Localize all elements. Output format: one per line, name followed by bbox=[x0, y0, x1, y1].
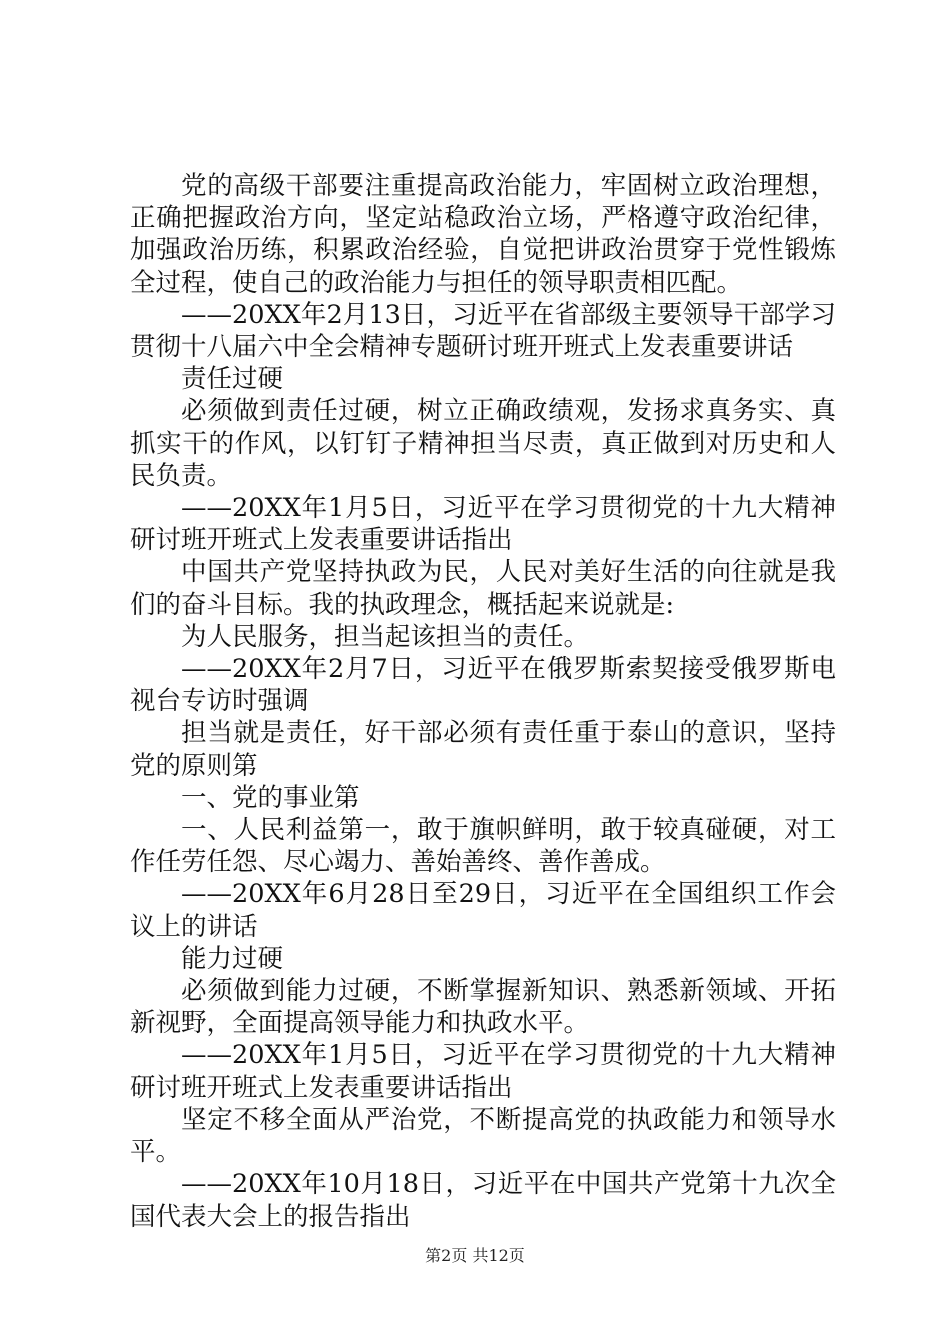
paragraph: 党的高级干部要注重提高政治能力，牢固树立政治理想，正确把握政治方向，坚定站稳政治立场，严格遵守政治纪律，加强政治历练，积累政治经验，自觉把讲政治贯穿于党性锻炼全过程，使自己的政治能力与担任的领导职责相匹配。 bbox=[130, 171, 836, 298]
paragraph: 坚定不移全面从严治党，不断提高党的执政能力和领导水平。 bbox=[130, 1104, 836, 1168]
paragraph: ——20XX年2月7日，习近平在俄罗斯索契接受俄罗斯电视台专访时强调 bbox=[130, 654, 836, 717]
paragraph: 必须做到能力过硬，不断掌握新知识、熟悉新领域、开拓新视野，全面提高领导能力和执政水平。 bbox=[130, 976, 836, 1039]
paragraph: 中国共产党坚持执政为民，人民对美好生活的向往就是我们的奋斗目标。我的执政理念，概括起来说就是: bbox=[130, 557, 836, 620]
section-heading: 责任过硬 bbox=[181, 364, 284, 395]
document-body bbox=[130, 170, 836, 1233]
section-heading: 能力过硬 bbox=[181, 943, 284, 974]
paragraph: 为人民服务，担当起该担当的责任。 bbox=[181, 621, 590, 652]
paragraph: ——20XX年6月28日至29日，习近平在全国组织工作会议上的讲话 bbox=[130, 879, 836, 942]
paragraph: 必须做到责任过硬，树立正确政绩观，发扬求真务实、真抓实干的作风，以钉钉子精神担当尽责，真正做到对历史和人民负责。 bbox=[130, 396, 836, 491]
paragraph: 担当就是责任，好干部必须有责任重于泰山的意识，坚持党的原则第 bbox=[130, 718, 836, 781]
paragraph: 一、人民利益第一，敢于旗帜鲜明，敢于较真碰硬，对工作任劳任怨、尽心竭力、善始善终、善作善成。 bbox=[130, 815, 836, 878]
paragraph: ——20XX年10月18日，习近平在中国共产党第十九次全国代表大会上的报告指出 bbox=[130, 1169, 836, 1232]
paragraph: ——20XX年2月13日，习近平在省部级主要领导干部学习贯彻十八届六中全会精神专题研讨班开班式上发表重要讲话 bbox=[130, 299, 836, 363]
paragraph: ——20XX年1月5日，习近平在学习贯彻党的十九大精神研讨班开班式上发表重要讲话指出 bbox=[130, 493, 836, 556]
paragraph: 一、党的事业第 bbox=[181, 782, 360, 813]
page-number-footer: 第2页 共12页 bbox=[425, 1246, 525, 1265]
paragraph: ——20XX年1月5日，习近平在学习贯彻党的十九大精神研讨班开班式上发表重要讲话指出 bbox=[130, 1040, 836, 1103]
